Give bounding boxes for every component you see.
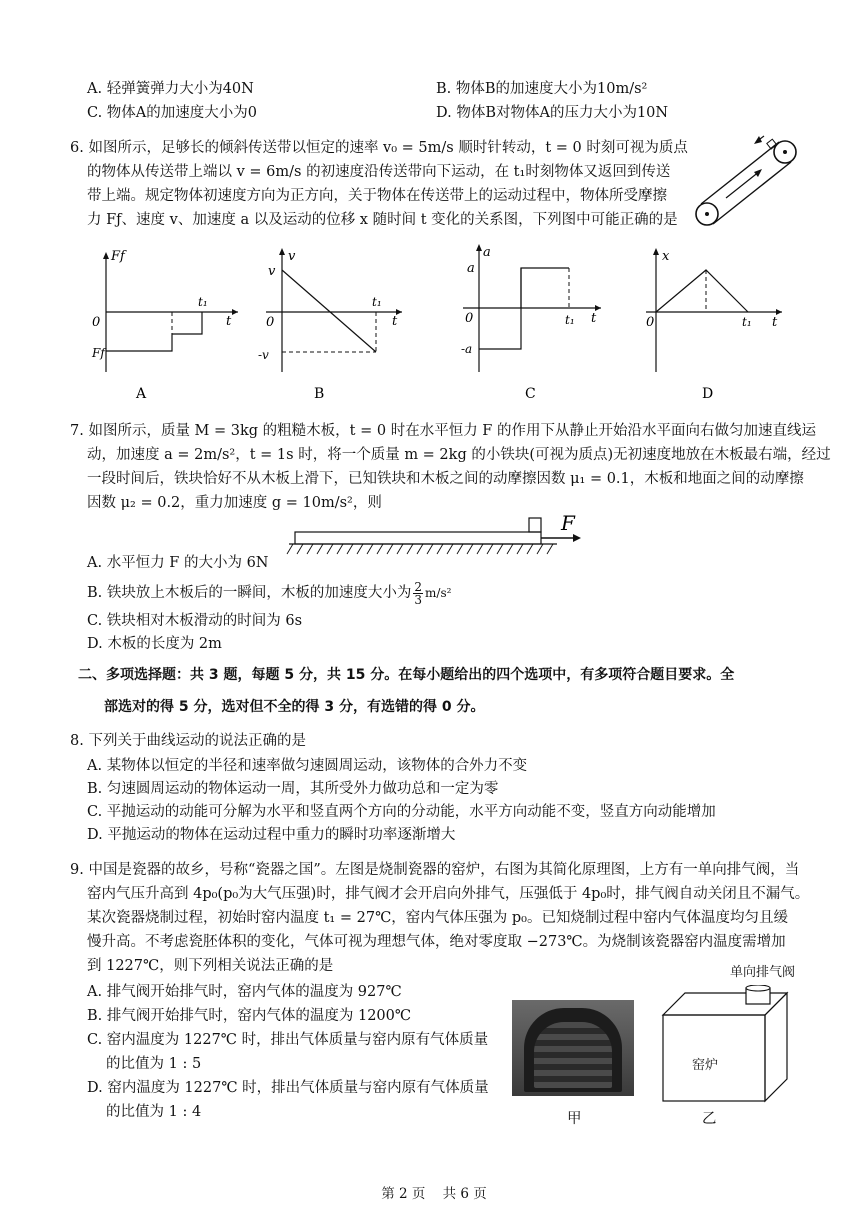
q8-stem: 8. 下列关于曲线运动的说法正确的是: [70, 733, 306, 749]
q7-stem-line-4: 因数 μ₂ = 0.2，重力加速度 g = 10m/s²，则: [87, 495, 382, 511]
q5-option-b: B. 物体B的加速度大小为10m/s²: [436, 81, 648, 97]
graph-a-t: t: [226, 314, 232, 329]
q5-option-d: D. 物体B对物体A的压力大小为10N: [436, 105, 669, 121]
q5-option-a: A. 轻弹簧弹力大小为40N: [87, 81, 254, 97]
q8-option-d: D. 平抛运动的物体在运动过程中重力的瞬时功率逐渐增大: [87, 827, 456, 843]
graph-c-t: t: [591, 311, 597, 326]
q9-stem-line-5: 到 1227℃，则下列相关说法正确的是: [87, 958, 334, 974]
kiln-schematic: [655, 985, 795, 1109]
q7-option-b-text: B. 铁块放上木板后的一瞬间，木板的加速度大小为: [87, 585, 412, 601]
q9-option-d-line-1: D. 窑内温度为 1227℃ 时，排出气体质量与窑内原有气体质量: [87, 1080, 489, 1096]
fraction-denominator: 3: [414, 592, 423, 607]
force-label: F: [561, 512, 575, 535]
q9-option-c-line-1: C. 窑内温度为 1227℃ 时，排出气体质量与窑内原有气体质量: [87, 1032, 489, 1048]
q6-stem-line-4: 力 Fƒ、速度 v、加速度 a 以及运动的位移 x 随时间 t 变化的关系图，下列图中可能正确的是: [87, 212, 678, 228]
q9-stem-line-4: 慢升高。不考虑瓷胚体积的变化，气体可视为理想气体，绝对零度取 −273℃。为烧制该瓷器窑内温度需增加: [87, 934, 786, 950]
graph-b-origin: 0: [266, 315, 275, 330]
graph-b-caption: B: [314, 386, 325, 402]
q9-stem-line-3: 某次瓷器烧制过程，初始时窑内温度 t₁ = 27℃，窑内气体压强为 p₀。已知烧制过程中窑内气体温度均匀且缓: [87, 910, 788, 926]
q6-stem-line-1: 6. 如图所示，足够长的倾斜传送带以恒定的速率 v₀ = 5m/s 顺时针转动，t = 0 时刻可视为质点: [70, 140, 688, 156]
q7-option-a: A. 水平恒力 F 的大小为 6N: [87, 555, 269, 571]
graph-b-t: t: [392, 314, 398, 329]
graph-d-y-label: x: [662, 249, 670, 264]
valve-label: 单向排气阀: [730, 965, 796, 980]
graph-c-neg-label: -a: [461, 342, 473, 356]
q9-option-b: B. 排气阀开始排气时，窑内气体的温度为 1200℃: [87, 1008, 412, 1024]
graph-d: [640, 242, 790, 407]
q8-option-b: B. 匀速圆周运动的物体运动一周，其所受外力做功总和一定为零: [87, 781, 499, 797]
graph-c-pos-label: a: [467, 261, 475, 276]
q7-stem-line-1: 7. 如图所示，质量 M = 3kg 的粗糙木板，t = 0 时在水平恒力 F 的作用下从静止开始沿水平面向右做匀加速直线运: [70, 423, 816, 439]
graph-d-caption: D: [702, 386, 714, 402]
graph-a-t1: t₁: [198, 295, 208, 309]
q9-stem-line-2: 窑内气压升高到 4p₀(p₀为大气压强)时，排气阀才会开启向外排气，压强低于 4p₀时，排气阀自动关闭且不漏气。: [87, 886, 810, 902]
left-caption: 甲: [567, 1111, 582, 1127]
q8-option-c: C. 平抛运动的动能可分解为水平和竖直两个方向的分动能，水平方向动能不变，竖直方向动能增加: [87, 804, 716, 820]
kiln-photo: [512, 1000, 634, 1096]
q9-stem-line-1: 9. 中国是瓷器的故乡，号称“瓷器之国”。左图是烧制瓷器的窑炉，右图为其简化原理图，上方有一单向排气阀，当: [70, 862, 800, 878]
graph-c-y-label: a: [483, 245, 491, 260]
right-caption: 乙: [702, 1111, 717, 1127]
q7-option-d: D. 木板的长度为 2m: [87, 636, 222, 652]
page-footer: 第 2 页 共 6 页: [381, 1186, 487, 1202]
graph-b-t1: t₁: [372, 295, 382, 309]
board-block-diagram: [285, 512, 595, 558]
q7-stem-line-2: 动，加速度 a = 2m/s²，t = 1s 时，将一个质量 m = 2kg 的小铁块(可视为质点)无初速度地放在木板最右端，经过: [87, 447, 831, 463]
graph-a-neg-label: Ff: [92, 346, 105, 360]
section-2-heading: 二、多项选择题：共 3 题，每题 5 分，共 15 分。在每小题给出的四个选项中，有多项符合题目要求。全: [78, 667, 735, 683]
fraction: [413, 581, 423, 606]
kiln-label: 窑炉: [692, 1058, 719, 1073]
section-2-heading-cont: 部选对的得 5 分，选对但不全的得 3 分，有选错的得 0 分。: [104, 699, 485, 715]
q9-option-a: A. 排气阀开始排气时，窑内气体的温度为 927℃: [87, 984, 402, 1000]
graph-d-t: t: [772, 315, 778, 330]
graph-d-origin: 0: [646, 315, 655, 330]
graph-b-y-label: v: [288, 249, 296, 264]
graph-c: [455, 242, 615, 407]
fraction-numerator: 2: [414, 579, 423, 594]
graph-b-pos-label: v: [268, 264, 276, 279]
graph-d-t1: t₁: [742, 315, 752, 329]
graph-b-neg-label: -v: [258, 348, 269, 362]
graph-c-t1: t₁: [565, 313, 575, 327]
graph-c-caption: C: [525, 386, 536, 402]
q6-stem-line-3: 带上端。规定物体初速度方向为正方向，关于物体在传送带上的运动过程中，物体所受摩擦: [87, 188, 667, 204]
conveyor-belt-diagram: [690, 128, 815, 233]
graph-a-caption: A: [136, 386, 147, 402]
q5-option-c: C. 物体A的加速度大小为0: [87, 105, 257, 121]
q7-option-b-unit: m/s²: [425, 586, 452, 600]
graph-a: [86, 242, 246, 407]
graph-c-origin: 0: [465, 311, 474, 326]
q7-option-c: C. 铁块相对木板滑动的时间为 6s: [87, 613, 303, 629]
graph-a-y-label: Ff: [111, 249, 125, 264]
graph-a-origin: 0: [92, 315, 101, 330]
q9-option-d-line-2: 的比值为 1 : 4: [106, 1104, 202, 1120]
graph-b: [250, 242, 410, 407]
q7-stem-line-3: 一段时间后，铁块恰好不从木板上滑下，已知铁块和木板之间的动摩擦因数 μ₁ = 0.1，木板和地面之间的动摩擦: [87, 471, 804, 487]
q7-option-b: [87, 580, 451, 606]
q8-option-a: A. 某物体以恒定的半径和速率做匀速圆周运动，该物体的合外力不变: [87, 758, 528, 774]
q9-option-c-line-2: 的比值为 1 : 5: [106, 1056, 202, 1072]
q6-stem-line-2: 的物体从传送带上端以 v = 6m/s 的初速度沿传送带向下运动，在 t₁时刻物体又返回到传送: [87, 164, 671, 180]
